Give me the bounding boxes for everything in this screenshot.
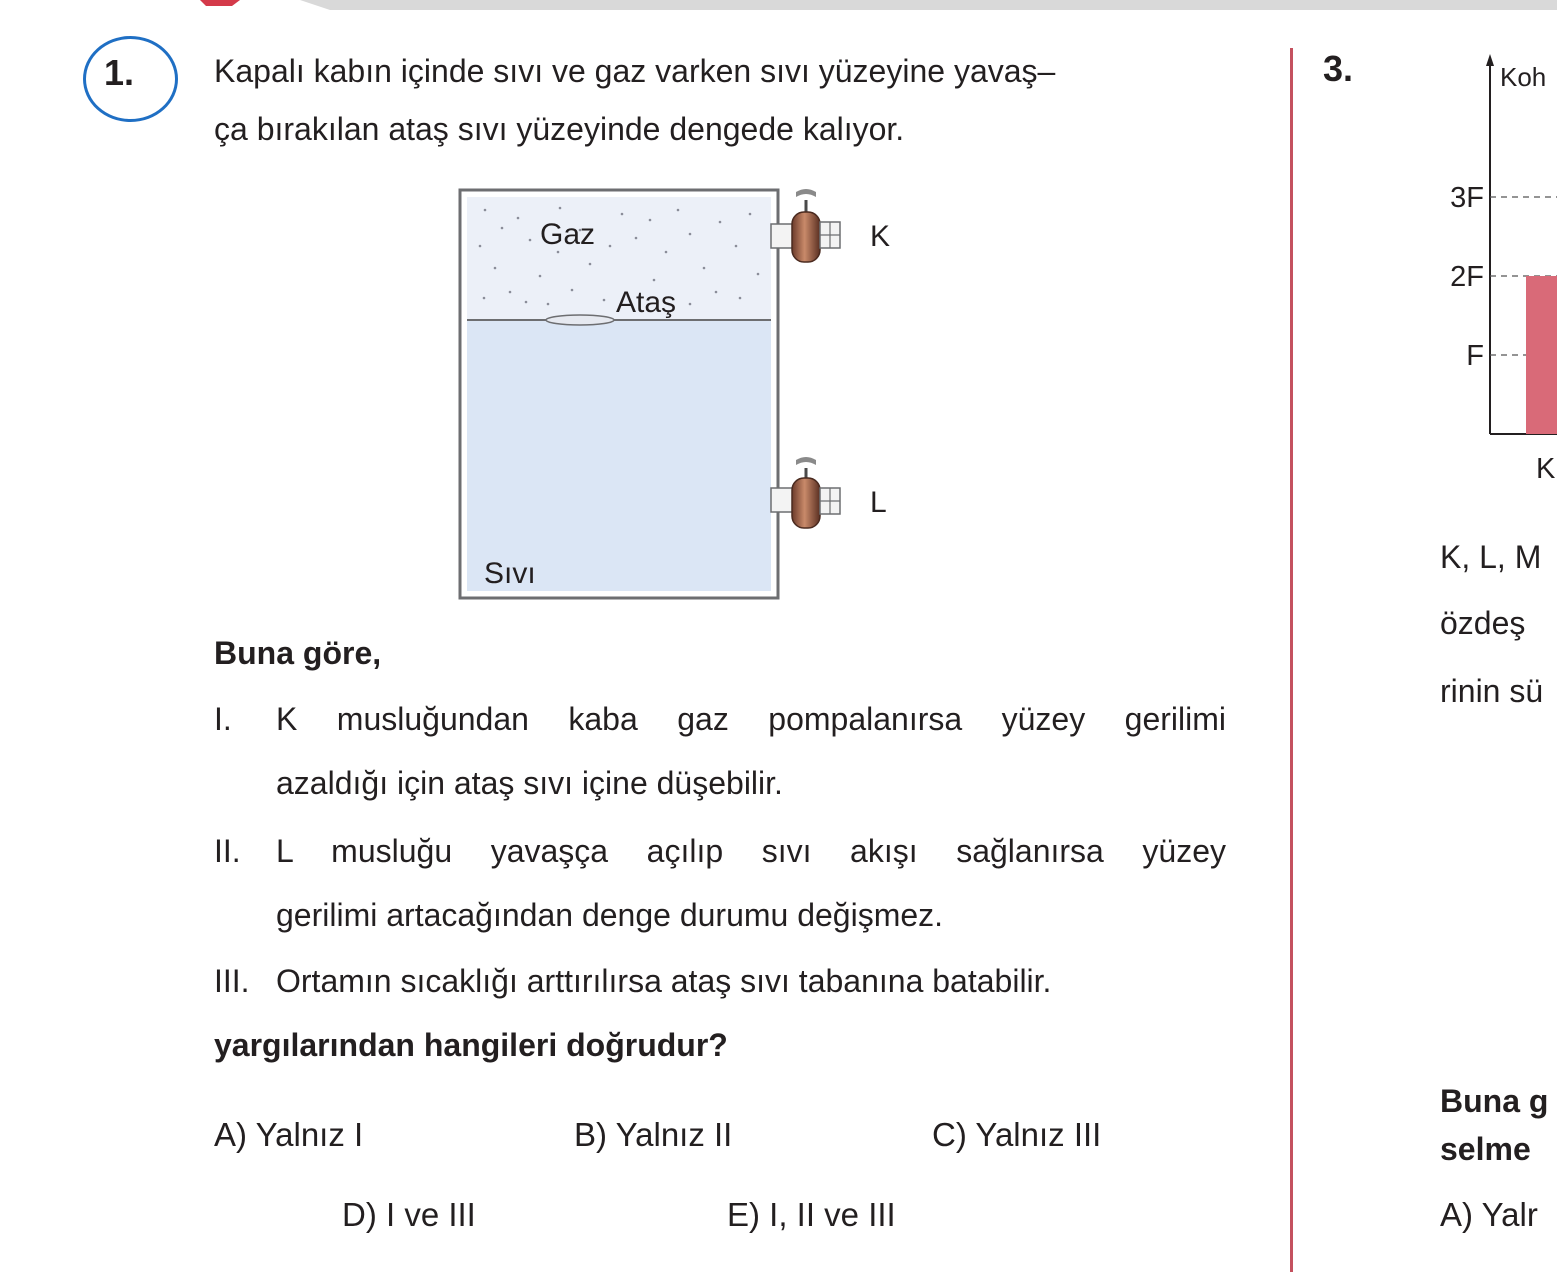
question-3-text-line-3: rinin sü [1440, 673, 1544, 709]
question-3-number: 3. [1323, 48, 1354, 89]
statement-2-line-2: gerilimi artacağından denge durumu değişmez. [276, 897, 944, 933]
question-1-stem-line-2: ça bırakılan ataş sıvı yüzeyinde dengede kalıyor. [214, 111, 905, 147]
valve-l-label: L [870, 486, 887, 519]
chart-y-label: Koh [1500, 62, 1547, 92]
statement-3-roman: III. [214, 963, 250, 999]
question-3-text-line-2: özdeş [1440, 605, 1526, 641]
column-divider [1290, 48, 1293, 1272]
statement-1-roman: I. [214, 701, 232, 737]
clip-label: Ataş [616, 286, 677, 319]
chart-bar-k [1526, 276, 1557, 434]
container-figure [440, 180, 920, 610]
chart-y-tick-3: 3F [1450, 182, 1484, 214]
question-3-bold-line-1: Buna g [1440, 1083, 1549, 1119]
question-3-bold-line-2: selme [1440, 1131, 1531, 1167]
statement-2-roman: II. [214, 833, 241, 869]
liquid-label: Sıvı [484, 557, 536, 590]
question-1-number: 1. [104, 52, 135, 93]
statement-1-line-1: K musluğundan kaba gaz pompalanırsa yüzey gerilimi [276, 701, 1226, 737]
statement-2-line-1: L musluğu yavaşça açılıp sıvı akışı sağlanırsa yüzey [276, 833, 1226, 869]
valve-l [771, 457, 840, 528]
statement-1-line-2: azaldığı için ataş sıvı içine düşebilir. [276, 765, 783, 801]
paper-clip [546, 315, 614, 325]
chart-y-tick-2: 2F [1450, 261, 1484, 293]
question-3-option-a[interactable]: A) Yalr [1440, 1196, 1538, 1233]
gas-label: Gaz [540, 218, 596, 251]
option-a[interactable]: A) Yalnız I [214, 1116, 364, 1153]
top-band [0, 0, 1557, 12]
option-e[interactable]: E) I, II ve III [727, 1196, 896, 1233]
option-d[interactable]: D) I ve III [342, 1196, 476, 1233]
chart-y-tick-1: F [1466, 340, 1484, 372]
statement-3-line-1: Ortamın sıcaklığı arttırılırsa ataş sıvı tabanına batabilir. [276, 963, 1052, 999]
question-1-prompt: yargılarından hangileri doğrudur? [214, 1027, 728, 1063]
question-3-text-line-1: K, L, M [1440, 539, 1542, 575]
option-c[interactable]: C) Yalnız III [932, 1116, 1102, 1153]
question-1-lead: Buna göre, [214, 635, 382, 671]
question-3-chart [1420, 40, 1557, 500]
option-b[interactable]: B) Yalnız II [574, 1116, 733, 1153]
question-1-stem-line-1: Kapalı kabın içinde sıvı ve gaz varken sıvı yüzeyine yavaş– [214, 53, 1056, 89]
valve-k [771, 189, 840, 262]
chart-category-k: K [1536, 453, 1556, 485]
chart-y-axis-arrow [1486, 54, 1494, 66]
valve-k-label: K [870, 220, 891, 253]
liquid-region [467, 320, 771, 591]
